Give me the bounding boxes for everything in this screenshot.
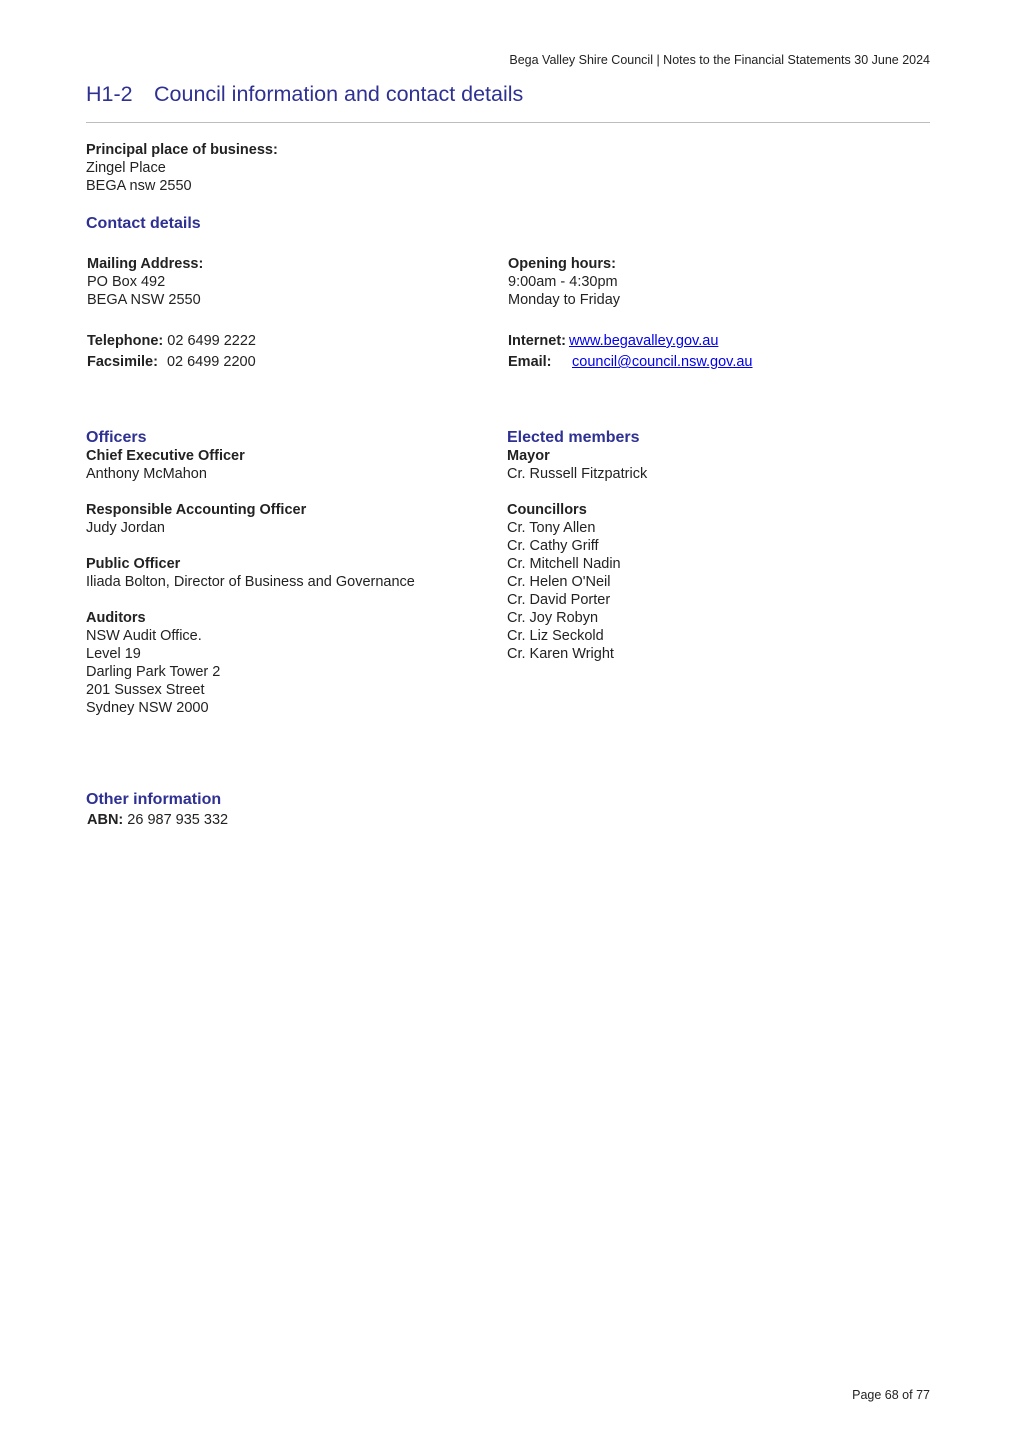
mailing-address-label: Mailing Address: [87, 256, 204, 272]
internet-row [508, 332, 718, 350]
public-officer-name: Iliada Bolton, Director of Business and Governance [86, 574, 415, 590]
abn-label: ABN: [87, 812, 124, 828]
principal-place-line2: BEGA nsw 2550 [86, 178, 192, 194]
telephone-row [87, 332, 256, 350]
auditors-line: NSW Audit Office. [86, 628, 202, 644]
mayor-label: Mayor [507, 448, 550, 464]
elected-members-block [507, 447, 647, 663]
facsimile-row [87, 353, 256, 371]
councillor-item: Cr. Mitchell Nadin [507, 556, 621, 572]
abn-value: 26 987 935 332 [127, 812, 229, 828]
opening-hours-label: Opening hours: [508, 256, 616, 272]
title-divider [86, 122, 930, 123]
auditors-line: Sydney NSW 2000 [86, 700, 209, 716]
public-officer-label: Public Officer [86, 556, 181, 572]
principal-place-label: Principal place of business: [86, 142, 278, 158]
councillor-item: Cr. Liz Seckold [507, 628, 604, 644]
councillor-item: Cr. Tony Allen [507, 520, 596, 536]
councillor-item: Cr. David Porter [507, 592, 611, 608]
principal-place-line1: Zingel Place [86, 160, 166, 176]
email-label: Email: [508, 354, 552, 370]
ceo-name: Anthony McMahon [86, 466, 207, 482]
other-information-heading: Other information [86, 791, 222, 808]
facsimile-value: 02 6499 2200 [166, 354, 256, 370]
councillor-item: Cr. Joy Robyn [507, 610, 599, 626]
telephone-label: Telephone: [87, 333, 164, 349]
principal-place-block [86, 141, 278, 195]
councillor-item: Cr. Karen Wright [507, 646, 614, 662]
website-link[interactable]: www.begavalley.gov.au [569, 333, 719, 349]
section-number: H1-2 [86, 82, 133, 106]
ceo-label: Chief Executive Officer [86, 448, 245, 464]
auditors-line: Level 19 [86, 646, 141, 662]
telephone-value: 02 6499 2222 [167, 333, 256, 349]
opening-hours-block [508, 255, 620, 309]
section-title: Council information and contact details [154, 82, 524, 106]
mayor-name: Cr. Russell Fitzpatrick [507, 466, 648, 482]
opening-hours-line2: Monday to Friday [508, 292, 621, 308]
councillors-label: Councillors [507, 502, 587, 518]
councillor-item: Cr. Helen O'Neil [507, 574, 611, 590]
opening-hours-line1: 9:00am - 4:30pm [508, 274, 618, 290]
abn-row [87, 811, 228, 829]
auditors-label: Auditors [86, 610, 146, 626]
councillor-item: Cr. Cathy Griff [507, 538, 599, 554]
mailing-address-line1: PO Box 492 [87, 274, 166, 290]
officers-heading: Officers [86, 429, 147, 446]
facsimile-label: Facsimile: [87, 354, 158, 370]
contact-details-heading: Contact details [86, 215, 201, 232]
internet-label: Internet: [508, 333, 566, 349]
auditors-line: 201 Sussex Street [86, 682, 205, 698]
mailing-address-line2: BEGA NSW 2550 [87, 292, 201, 308]
auditors-line: Darling Park Tower 2 [86, 664, 221, 680]
mailing-address-block [87, 255, 203, 309]
running-header: Bega Valley Shire Council | Notes to the Financial Statements 30 June 2024 [509, 53, 930, 67]
email-link[interactable]: council@council.nsw.gov.au [572, 354, 753, 370]
officers-block [86, 447, 415, 717]
rao-label: Responsible Accounting Officer [86, 502, 307, 518]
page-title [86, 80, 523, 108]
page-number: Page 68 of 77 [852, 1388, 930, 1402]
elected-members-heading: Elected members [507, 429, 640, 446]
rao-name: Judy Jordan [86, 520, 165, 536]
email-row [508, 353, 753, 371]
